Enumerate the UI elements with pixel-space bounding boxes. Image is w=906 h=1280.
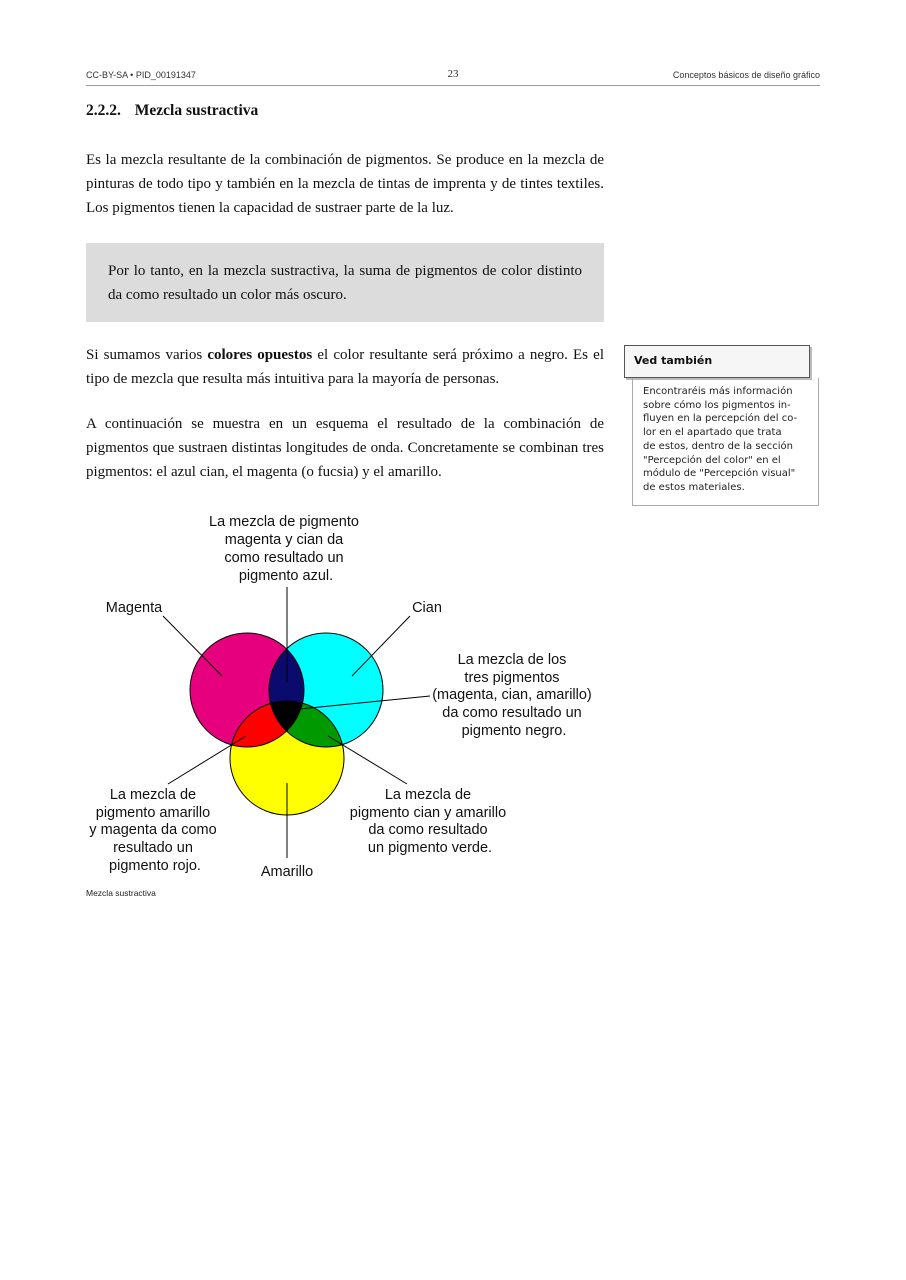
aside-line: de estos materiales.: [643, 481, 745, 493]
section-heading: [86, 102, 258, 120]
label-green-mix: La mezcla de pigmento cian y amarillo da como resultado un pigmento verde.: [349, 787, 507, 856]
section-number: 2.2.2.: [86, 102, 121, 119]
paragraph-text: el color resultante será próximo a negro. Es el tipo de mezcla que resulta más intuitiva para la mayoría de personas.: [86, 347, 604, 387]
page-number: 23: [447, 68, 459, 80]
paragraph-scheme: A continuación se muestra en un esquema el resultado de la combinación de pigmentos que sustraen distintas longitudes de onda. Concretamente se combinan tres pigmentos: el azul cian, el magenta (o fucsia) y el amarillo.: [86, 416, 604, 480]
aside-line: lor en el apartado que trata: [643, 427, 782, 439]
aside-line: fluyen en la percepción del co-: [643, 413, 798, 425]
subtractive-mixing-diagram: [80, 505, 610, 890]
label-red-mix: La mezcla de pigmento amarillo y magenta da como resultado un pigmento rojo.: [89, 787, 217, 874]
aside-line: Encontraréis más información: [643, 386, 793, 397]
aside-title: Ved también: [624, 345, 810, 378]
paragraph-opposite-colors: [86, 343, 604, 391]
section-title: Mezcla sustractiva: [134, 102, 259, 119]
header-license: CC-BY-SA • PID_00191347: [86, 70, 196, 80]
paragraph-text: Si sumamos varios: [86, 347, 208, 363]
aside-line: de estos, dentro de la sección: [643, 440, 793, 452]
aside-line: módulo de "Percepción visual": [643, 468, 796, 480]
figure-caption: Mezcla sustractiva: [86, 888, 156, 898]
label-yellow: Amarillo: [260, 864, 314, 880]
highlight-note: Por lo tanto, en la mezcla sustractiva, la suma de pigmentos de color distinto da como resultado un color más oscuro.: [86, 243, 604, 322]
header-title: Conceptos básicos de diseño gráfico: [672, 70, 820, 80]
label-magenta: Magenta: [105, 600, 163, 616]
aside-box: [632, 378, 819, 506]
paragraph-intro: Es la mezcla resultante de la combinación de pigmentos. Se produce en la mezcla de pinturas de todo tipo y también en la mezcla de tintas de imprenta y de tintes textiles. Los pigmentos tienen la capacidad de sustraer parte de la luz.: [86, 152, 604, 216]
aside-line: sobre cómo los pigmentos in-: [643, 399, 791, 411]
aside-line: "Percepción del color" en el: [643, 454, 781, 466]
label-blue-mix: La mezcla de pigmento magenta y cian da como resultado un pigmento azul.: [209, 514, 359, 584]
label-cyan: Cian: [412, 600, 442, 616]
header-rule: [86, 85, 820, 86]
label-black-mix: La mezcla de los tres pigmentos (magenta, cian, amarillo) da como resultado un pigmento negro.: [432, 652, 592, 739]
bold-term: colores opuestos: [207, 347, 313, 363]
